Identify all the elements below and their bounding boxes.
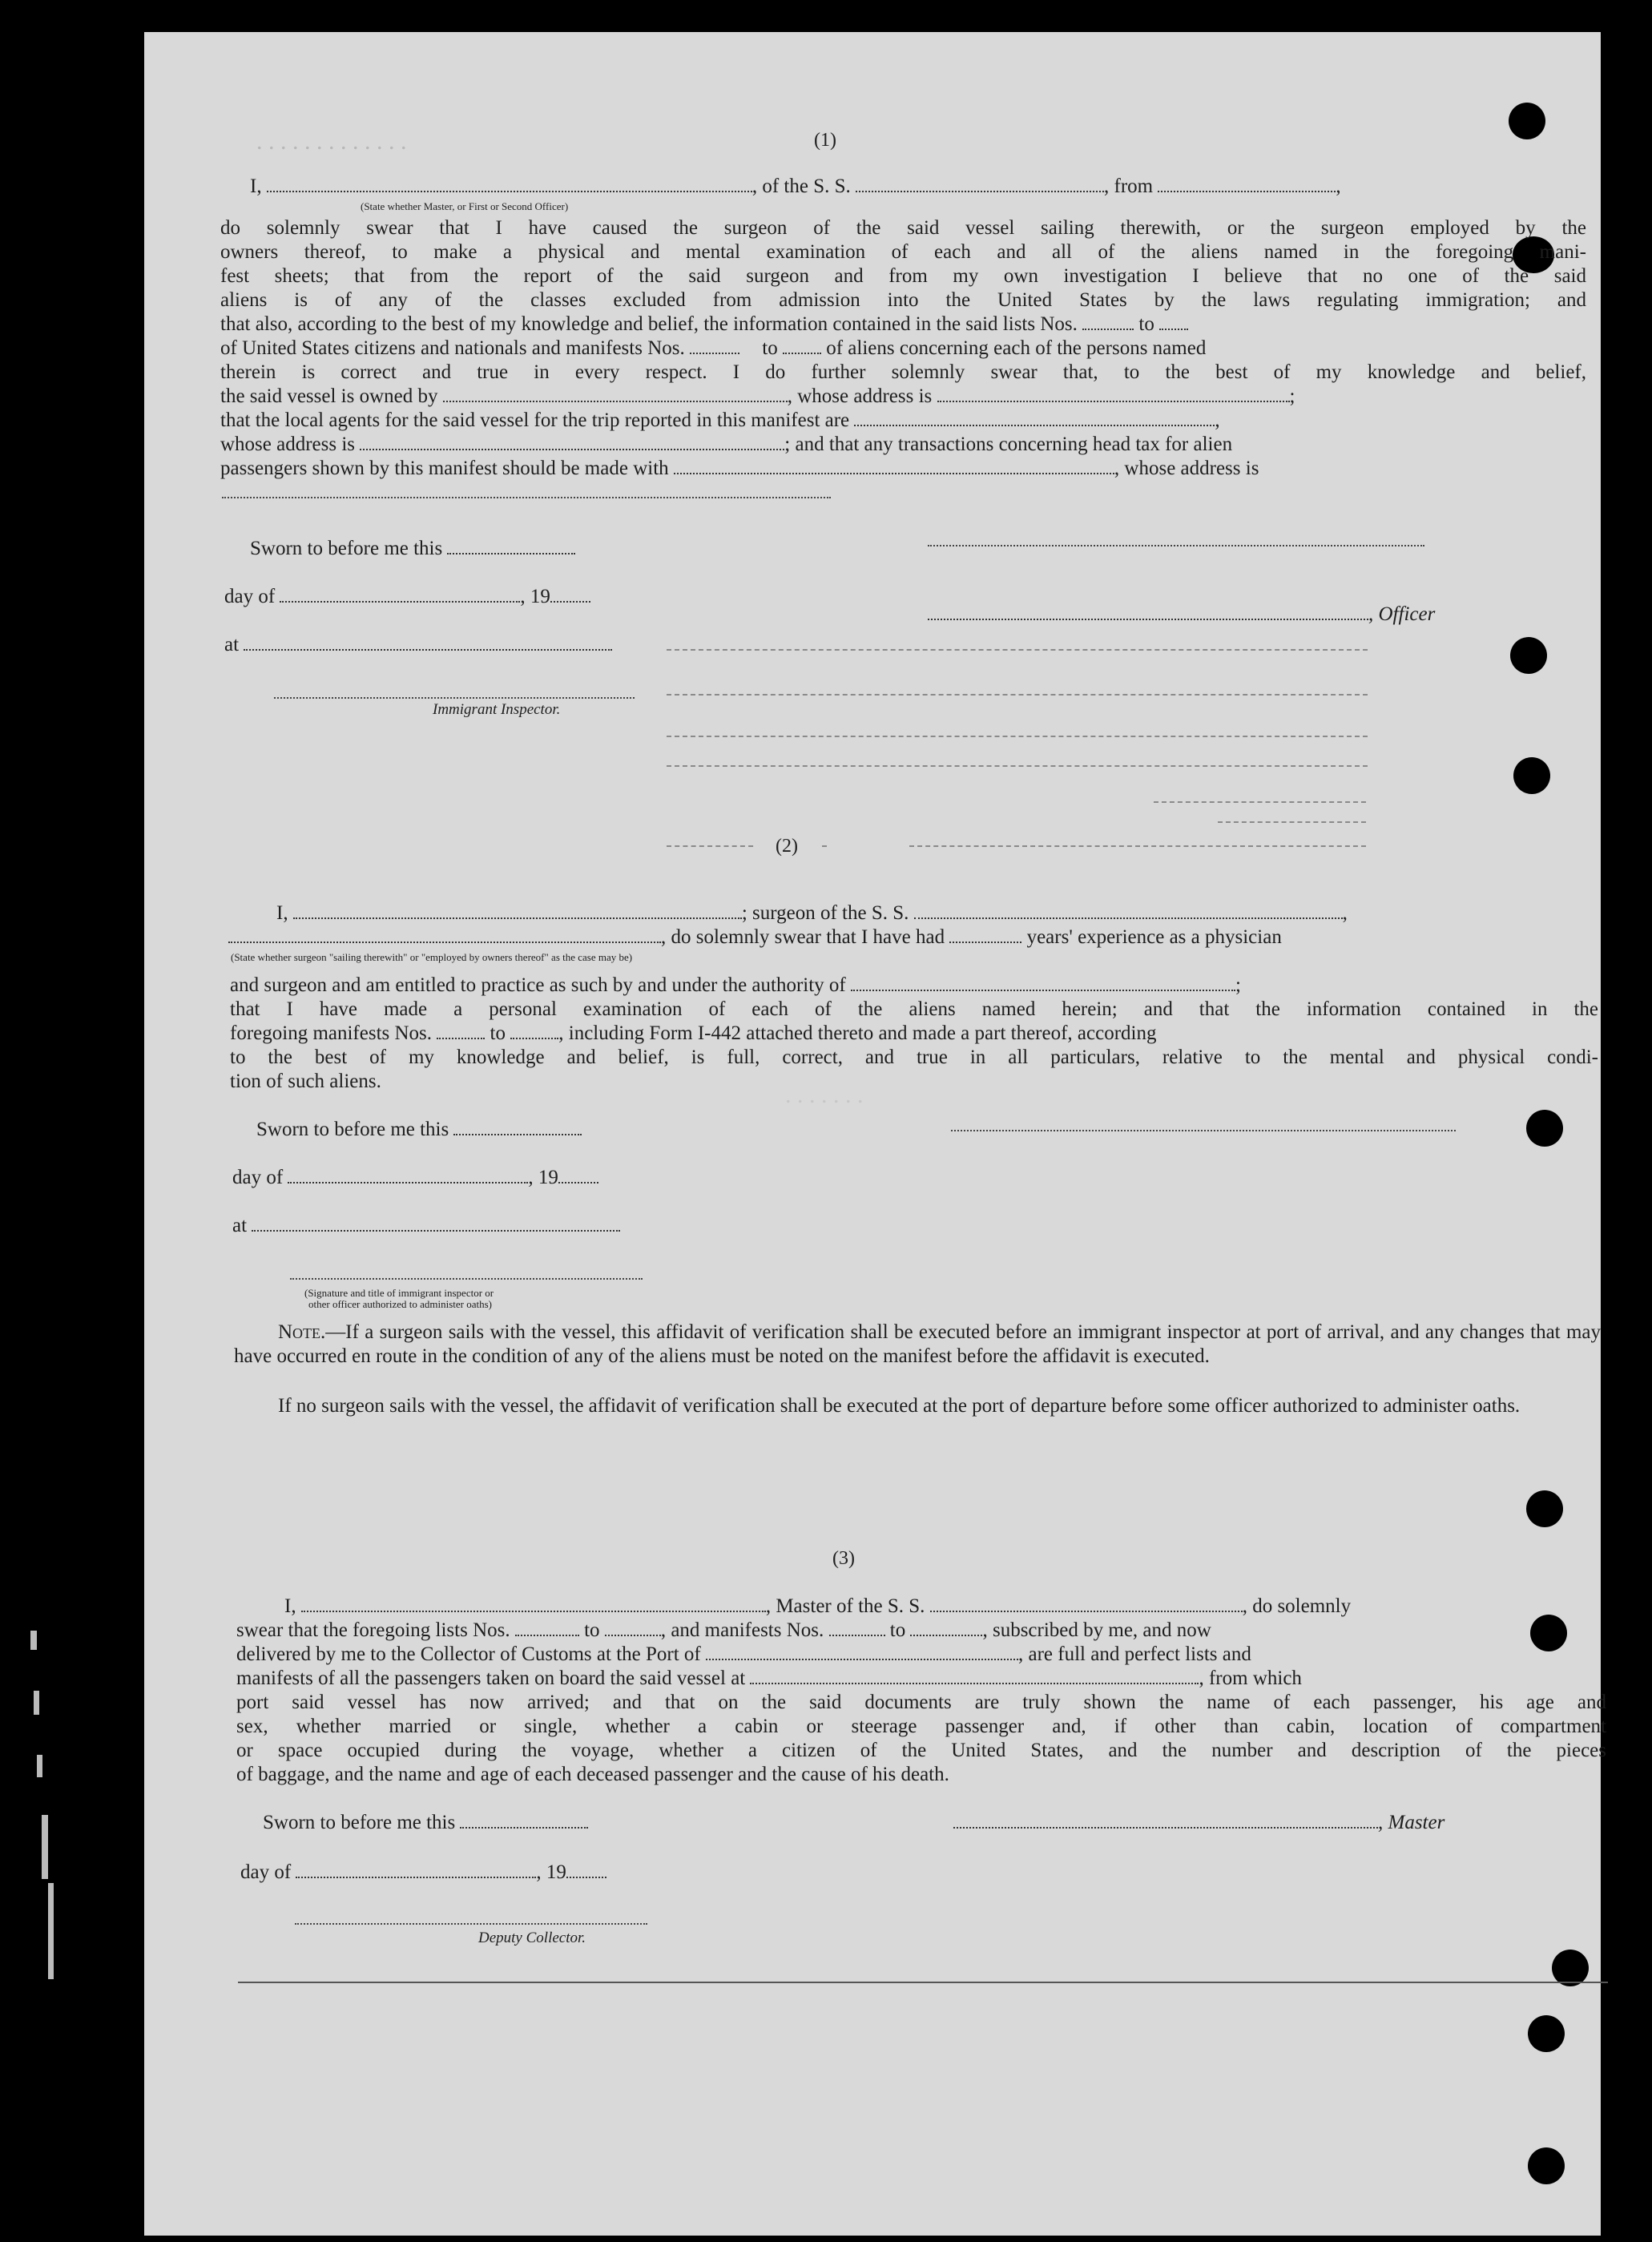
punch-hole [1528,2147,1565,2184]
oath-body-line: of baggage, and the name and age of each deceased passenger and the cause of his death. [236,1764,949,1785]
fill-blank[interactable] [914,903,1343,919]
oath-body-line: that I have made a personal examination of each of the aliens named herein; and that the information contained in the [230,998,1598,1020]
oath-body-line: fest sheets; that from the report of the said surgeon and from my own investigation I believe that no one of the said [220,265,1586,287]
punch-hole [1513,757,1550,794]
oath-body-line: aliens is of any of the classes excluded from admission into the United States by the laws regulating immigration; and [220,289,1586,311]
oath-text: passengers shown by this manifest should be made with [220,458,669,479]
fill-blank[interactable] [447,538,575,554]
fill-blank[interactable] [856,176,1104,192]
oath-text: delivered by me to the Collector of Customs at the Port of [236,1643,701,1665]
punch-hole [1528,2015,1565,2052]
oath-text: , [1342,902,1348,924]
oath-text: that also, according to the best of my knowledge and belief, the information contained in the said lists Nos. [220,313,1078,335]
oath-body-line [220,313,1586,337]
fill-blank[interactable] [437,1023,485,1039]
fill-blank[interactable] [360,434,784,450]
oath-body-line [220,409,1586,433]
deputy-caption: Deputy Collector. [478,1929,586,1946]
oath-text: Sworn to before me this [263,1812,456,1833]
faint-rule [1154,801,1366,803]
fill-blank[interactable] [460,1813,588,1829]
oath-text: day of [224,586,276,607]
oath-text: to [490,1022,506,1044]
oath-body-line [236,1643,1606,1667]
fill-blank[interactable] [280,587,520,603]
oath-text: of aliens concerning each of the persons named [826,337,1207,359]
day-of-line [224,585,590,609]
fill-blank[interactable] [550,587,590,603]
oath-text: , [1215,409,1220,431]
oath-body-line [220,337,1586,361]
fill-blank[interactable] [750,1668,1199,1684]
fill-blank[interactable] [829,1620,885,1636]
oath-text: , from [1104,175,1154,197]
oath-body-line: or space occupied during the voyage, whether a citizen of the United States, and the number and description of the pieces [236,1740,1606,1761]
fill-blank[interactable] [453,1119,582,1135]
faint-rule [667,736,1368,737]
oath-text: that the local agents for the said vessel for the trip reported in this manifest are [220,409,850,431]
oath-body-line [230,1022,1598,1046]
fill-blank[interactable] [674,458,1114,474]
faint-rule [667,765,1368,767]
signature-line[interactable] [928,545,1424,546]
sworn-line [250,537,575,561]
bottom-rule [238,1982,1608,1983]
oath-text: , whose address is [1114,458,1259,479]
oath-text: ; [1289,385,1295,407]
note-text: —If a surgeon sails with the vessel, this affidavit of verification shall be executed before an immigrant inspector at port of arrival, and any changes that may have occurred en route in the condition of any of the aliens must be noted on the manifest before the affidavit is executed. [234,1321,1601,1367]
oath-text: at [232,1215,248,1236]
fill-blank[interactable] [288,1167,528,1184]
oath-text: Sworn to before me this [256,1119,449,1140]
sworn-line [256,1118,582,1142]
oath-body-line: therein is correct and true in every respect. I do further solemnly swear that, to the best of my knowledge and belief, [220,361,1586,383]
oath-text: , Master of the S. S. [765,1595,925,1617]
oath-text: I, [250,175,262,197]
fill-blank[interactable] [949,927,1021,943]
scan-mark [37,1755,42,1777]
officer-label: , Officer [1368,603,1436,625]
oath-text: day of [232,1167,284,1188]
oath-text: to [1138,313,1154,335]
oath-body-line [220,457,1586,481]
oath-text: , whose address is [787,385,933,407]
oath-body-line: owners thereof, to make a physical and mental examination of each and all of the aliens named in the foregoing mani- [220,241,1586,263]
fill-blank[interactable] [1159,314,1188,330]
fill-blank[interactable] [851,975,1235,991]
oath-text: , 19 [528,1167,558,1188]
oath-body-line: do solemnly swear that I have caused the surgeon of the said vessel sailing therewith, or the surgeon employed by the [220,217,1586,239]
oath-text: to [889,1619,906,1641]
signature-line[interactable] [953,1813,1378,1829]
oath-text: to [584,1619,600,1641]
oath-text: of United States citizens and nationals and manifests Nos. [220,337,685,359]
bleed-through-text: . . . . . . . . . . . . . [256,128,407,155]
faint-rule [667,694,1368,696]
scan-mark [34,1691,39,1715]
faint-rule [1218,821,1366,823]
fill-blank[interactable] [605,1620,661,1636]
fill-blank[interactable] [228,927,661,943]
section-number: (2) [755,836,819,857]
fill-blank[interactable] [296,1862,536,1878]
day-of-line [240,1861,606,1885]
punch-hole [1526,1490,1563,1527]
bleed-through-text: . . . . . . . [785,1082,864,1108]
signature-line[interactable] [295,1923,647,1925]
fill-blank[interactable] [252,1216,620,1232]
fill-blank[interactable] [222,497,831,498]
oath-text: , 19 [520,586,550,607]
sworn-line [263,1811,588,1835]
oath-body-line: tion of such aliens. [230,1071,381,1092]
oath-text: manifests of all the passengers taken on board the said vessel at [236,1667,746,1689]
oath-text: swear that the foregoing lists Nos. [236,1619,510,1641]
oath-text: ; surgeon of the S. S. [741,902,909,924]
fill-blank[interactable] [930,1596,1243,1612]
punch-hole [1509,103,1545,139]
fill-blank[interactable] [443,386,788,402]
oath-body-line [220,433,1586,457]
section-number: (1) [814,130,836,151]
fill-blank[interactable] [937,386,1290,402]
oath-line [284,1595,1606,1619]
signature-line[interactable] [951,1130,1456,1131]
signature-hint: other officer authorized to administer oaths) [308,1298,492,1310]
note-paragraph: If no surgeon sails with the vessel, the affidavit of verification shall be executed at the port of departure before some officer authorized to administer oaths. [278,1395,1521,1417]
oath-text: years' experience as a physician [1026,926,1282,948]
oath-text: , do solemnly swear that I have had [661,926,945,948]
punch-hole [1510,637,1547,674]
field-hint: (State whether Master, or First or Second Officer) [361,200,569,212]
faint-rule [667,649,1368,651]
fill-blank[interactable] [293,903,742,919]
oath-text: at [224,634,240,655]
fill-blank[interactable] [706,1644,1018,1660]
officer-line [928,603,1435,627]
section-number: (3) [832,1548,855,1569]
oath-line [228,925,1606,950]
oath-text: , do solemnly [1242,1595,1352,1617]
signature-line[interactable] [290,1278,643,1280]
fill-blank[interactable] [783,338,821,354]
fill-blank[interactable] [854,410,1215,426]
oath-text: I, [284,1595,296,1617]
oath-body-line [236,1619,1606,1643]
signature-line[interactable] [928,604,1368,620]
oath-text: to [762,337,778,359]
field-hint: (State whether surgeon "sailing therewith" or "employed by owners thereof" as the case may be) [231,951,633,963]
oath-text: ; [1235,974,1241,996]
day-of-line [232,1166,598,1190]
oath-body-line: port said vessel has now arrived; and that on the said documents are truly shown the name of each passenger, his age and [236,1692,1606,1713]
oath-body-line: sex, whether married or single, whether a cabin or steerage passenger and, if other than cabin, location of compartment [236,1716,1606,1737]
oath-body-line [230,974,1608,998]
inspector-caption: Immigrant Inspector. [433,701,561,718]
fill-blank[interactable] [1158,176,1336,192]
oath-text: day of [240,1861,292,1883]
oath-text: and surgeon and am entitled to practice as such by and under the authority of [230,974,846,996]
fill-blank[interactable] [1082,314,1134,330]
oath-text: foregoing manifests Nos. [230,1022,433,1044]
oath-text: , 19 [536,1861,566,1883]
fill-blank[interactable] [910,1620,982,1636]
note-label: Note. [278,1321,326,1343]
faint-rule [909,845,1366,847]
note-paragraph [234,1321,1601,1369]
at-line [224,633,612,657]
oath-text: Sworn to before me this [250,538,443,559]
oath-text: , including Form I-442 attached thereto and made a part thereof, according [558,1022,1157,1044]
signature-line[interactable] [274,697,635,699]
at-line [232,1214,620,1238]
fill-blank[interactable] [510,1023,558,1039]
oath-text: the said vessel is owned by [220,385,438,407]
oath-text: ; and that any transactions concerning head tax for alien [784,433,1233,455]
oath-text: , from which [1199,1667,1302,1689]
fill-blank[interactable] [690,338,739,354]
oath-text: , of the S. S. [751,175,851,197]
oath-text: I, [276,902,288,924]
oath-line [250,175,1596,199]
oath-text: , and manifests Nos. [660,1619,824,1641]
scan-mark [42,1815,48,1879]
fill-blank[interactable] [558,1167,598,1184]
oath-text: , are full and perfect lists and [1018,1643,1251,1665]
oath-body-line: to the best of my knowledge and belief, is full, correct, and true in all particulars, relative to the mental and physical condi- [230,1046,1598,1068]
master-line [953,1811,1444,1835]
oath-text: , subscribed by me, and now [982,1619,1211,1641]
oath-body-line [220,385,1586,409]
oath-text: whose address is [220,433,356,455]
fill-blank[interactable] [244,635,612,651]
master-label: , Master [1378,1812,1445,1833]
fill-blank[interactable] [301,1596,766,1612]
form-page [144,32,1606,2236]
oath-text: , [1336,175,1341,197]
signature-hint: (Signature and title of immigrant inspector or [304,1287,494,1299]
oath-line [276,901,1598,925]
fill-blank[interactable] [515,1620,579,1636]
punch-hole [1526,1110,1563,1147]
scan-mark [30,1631,37,1650]
fill-blank[interactable] [566,1862,606,1878]
oath-body-line [236,1667,1606,1691]
fill-blank[interactable] [267,176,752,192]
scan-mark [48,1883,54,1979]
